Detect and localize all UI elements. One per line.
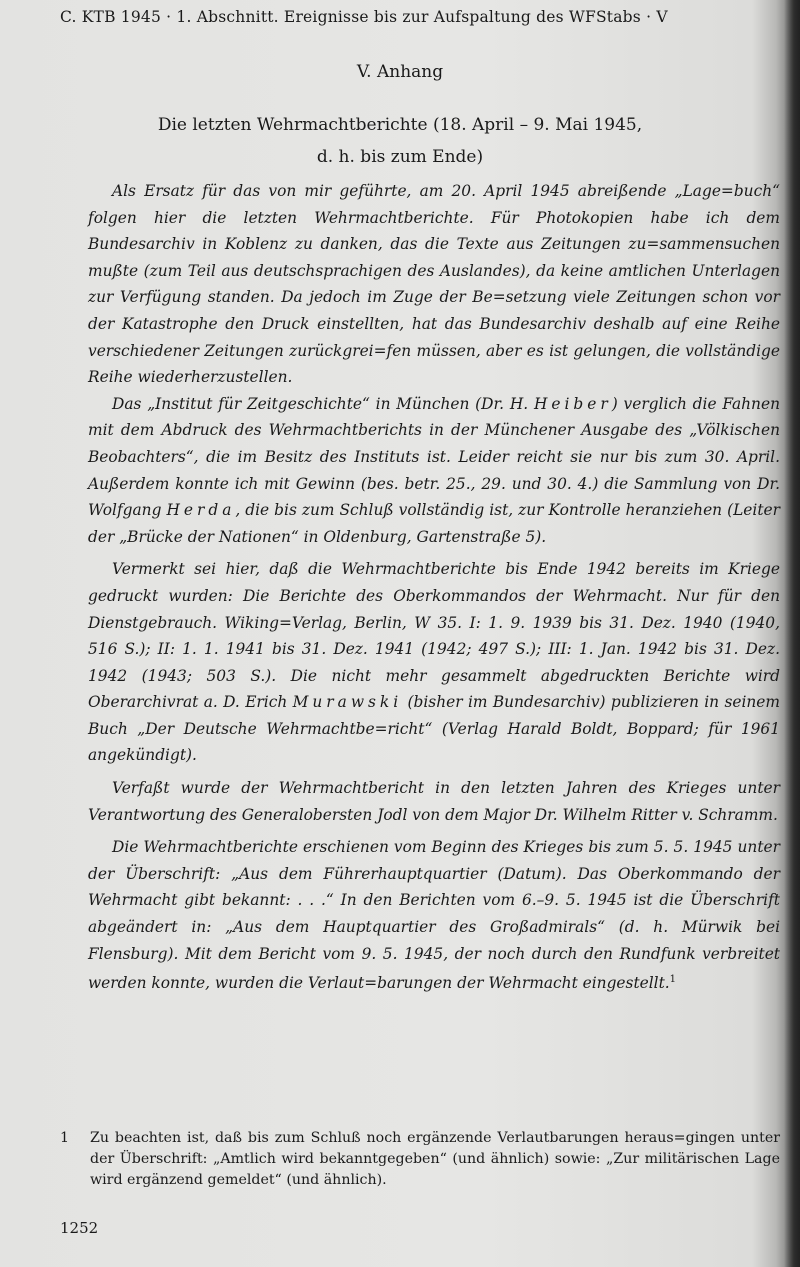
paragraph-3 bbox=[88, 556, 780, 769]
paragraph-3-part-b: (bisher im Bundesarchiv) publizieren in seinem Buch „Der Deutsche Wehrmachtbe=richt“ (Verlag Harald Boldt, Boppard; für 1961 angekündigt). bbox=[88, 693, 780, 765]
footnote-number: 1 bbox=[60, 1130, 70, 1146]
running-head: C. KTB 1945 · 1. Abschnitt. Ereignisse bis zur Aufspaltung des WFStabs · V bbox=[60, 8, 668, 26]
section-heading: V. Anhang bbox=[356, 62, 444, 82]
page-number: 1252 bbox=[60, 1219, 99, 1237]
footnote-reference: 1 bbox=[669, 974, 677, 986]
paragraph-1: Als Ersatz für das von mir geführte, am 20. April 1945 abreißende „Lage=buch“ folgen hier die letzten Wehrmachtberichte. Für Photokopien habe ich dem Bundesarchiv in Koblenz zu danken, das die Texte aus Zeitungen zu=sammensuchen mußte (zum Teil aus deutschsprachigen des Auslandes), da keine amtlichen Unterlagen zur Verfügung standen. Da jedoch im Zuge der Be=setzung viele Zeitungen schon vor der Katastrophe den Druck einstellten, hat das Bundesarchiv deshalb auf eine Reihe verschiedener Zeitungen zurückgrei=fen müssen, aber es ist gelungen, die vollständige Reihe wiederherzustellen. bbox=[88, 182, 780, 387]
body-text bbox=[88, 178, 780, 997]
paragraph-2 bbox=[88, 391, 780, 551]
paragraph-5-text: Die Wehrmachtberichte erschienen vom Beginn des Krieges bis zum 5. 5. 1945 unter der Überschrift: „Aus dem Führerhauptquartier (Datum). Das Oberkommando der Wehrmacht gibt bekannt: . . .“ In den Berichten vom 6.–9. 5. 1945 ist die Überschrift abgeändert in: „Aus dem Hauptquartier des Großadmirals“ (d. h. Mürwik bei Flensburg). Mit dem Bericht vom 9. 5. 1945, der noch durch den Rundfunk verbreitet werden konnte, wurden die Verlaut=barungen der Wehrmacht eingestellt. bbox=[88, 838, 780, 993]
chapter-title-line-2: d. h. bis zum Ende) bbox=[316, 147, 484, 167]
book-spine-shadow bbox=[784, 0, 800, 1267]
footnote-text: Zu beachten ist, daß bis zum Schluß noch ergänzende Verlautbarungen heraus=gingen unter der Überschrift: „Amtlich wird bekanntgegeben“ (und ähnlich) sowie: „Zur militärischen Lage wird ergänzend gemeldet“ (und ähnlich). bbox=[90, 1130, 780, 1188]
paragraph-4: Verfaßt wurde der Wehrmachtbericht in den letzten Jahren des Krieges unter Verantwortung des Generalobersten Jodl von dem Major Dr. Wilhelm Ritter v. Schramm. bbox=[88, 779, 780, 824]
paragraph-2-part-a: Das „Institut für Zeitgeschichte“ in München (Dr. H. bbox=[112, 394, 529, 413]
author-name-murawski: Murawski bbox=[292, 693, 403, 712]
footnote bbox=[60, 1128, 780, 1191]
author-name-heiber: Heiber bbox=[533, 394, 612, 413]
chapter-title-line-1: Die letzten Wehrmachtberichte (18. April – 9. Mai 1945, bbox=[157, 115, 643, 135]
paragraph-2-part-c: , die bis zum Schluß vollständig ist, zur Kontrolle heranziehen (Leiter der „Brücke der Nationen“ in Oldenburg, Gartenstraße 5). bbox=[88, 501, 780, 546]
author-name-herda: Herda bbox=[166, 501, 236, 520]
paragraph-2-part-b: ) verglich die Fahnen mit dem Abdruck des Wehrmachtberichts in der Münchener Ausgabe des „Völkischen Beobachters“, die im Besitz des Instituts ist. Leider reicht sie nur bis zum 30. April. Außerdem konnte ich mit Gewinn (bes. betr. 25., 29. und 30. 4.) die Sammlung von Dr. Wolfgang bbox=[88, 394, 780, 520]
paragraph-3-part-a: Vermerkt sei hier, daß die Wehrmachtberichte bis Ende 1942 bereits im Kriege gedruckt wurden: Die Berichte des Oberkommandos der Wehrmacht. Nur für den Dienstgebrauch. Wiking=Verlag, Berlin, W 35. I: 1. 9. 1939 bis 31. Dez. 1940 (1940, 516 S.); II: 1. 1. 1941 bis 31. Dez. 1941 (1942; 497 S.); III: 1. Jan. 1942 bis 31. Dez. 1942 (1943; 503 S.). Die nicht mehr gesammelt abgedruckten Berichte wird Oberarchivrat a. D. Erich bbox=[88, 560, 780, 712]
paragraph-5 bbox=[88, 834, 780, 997]
